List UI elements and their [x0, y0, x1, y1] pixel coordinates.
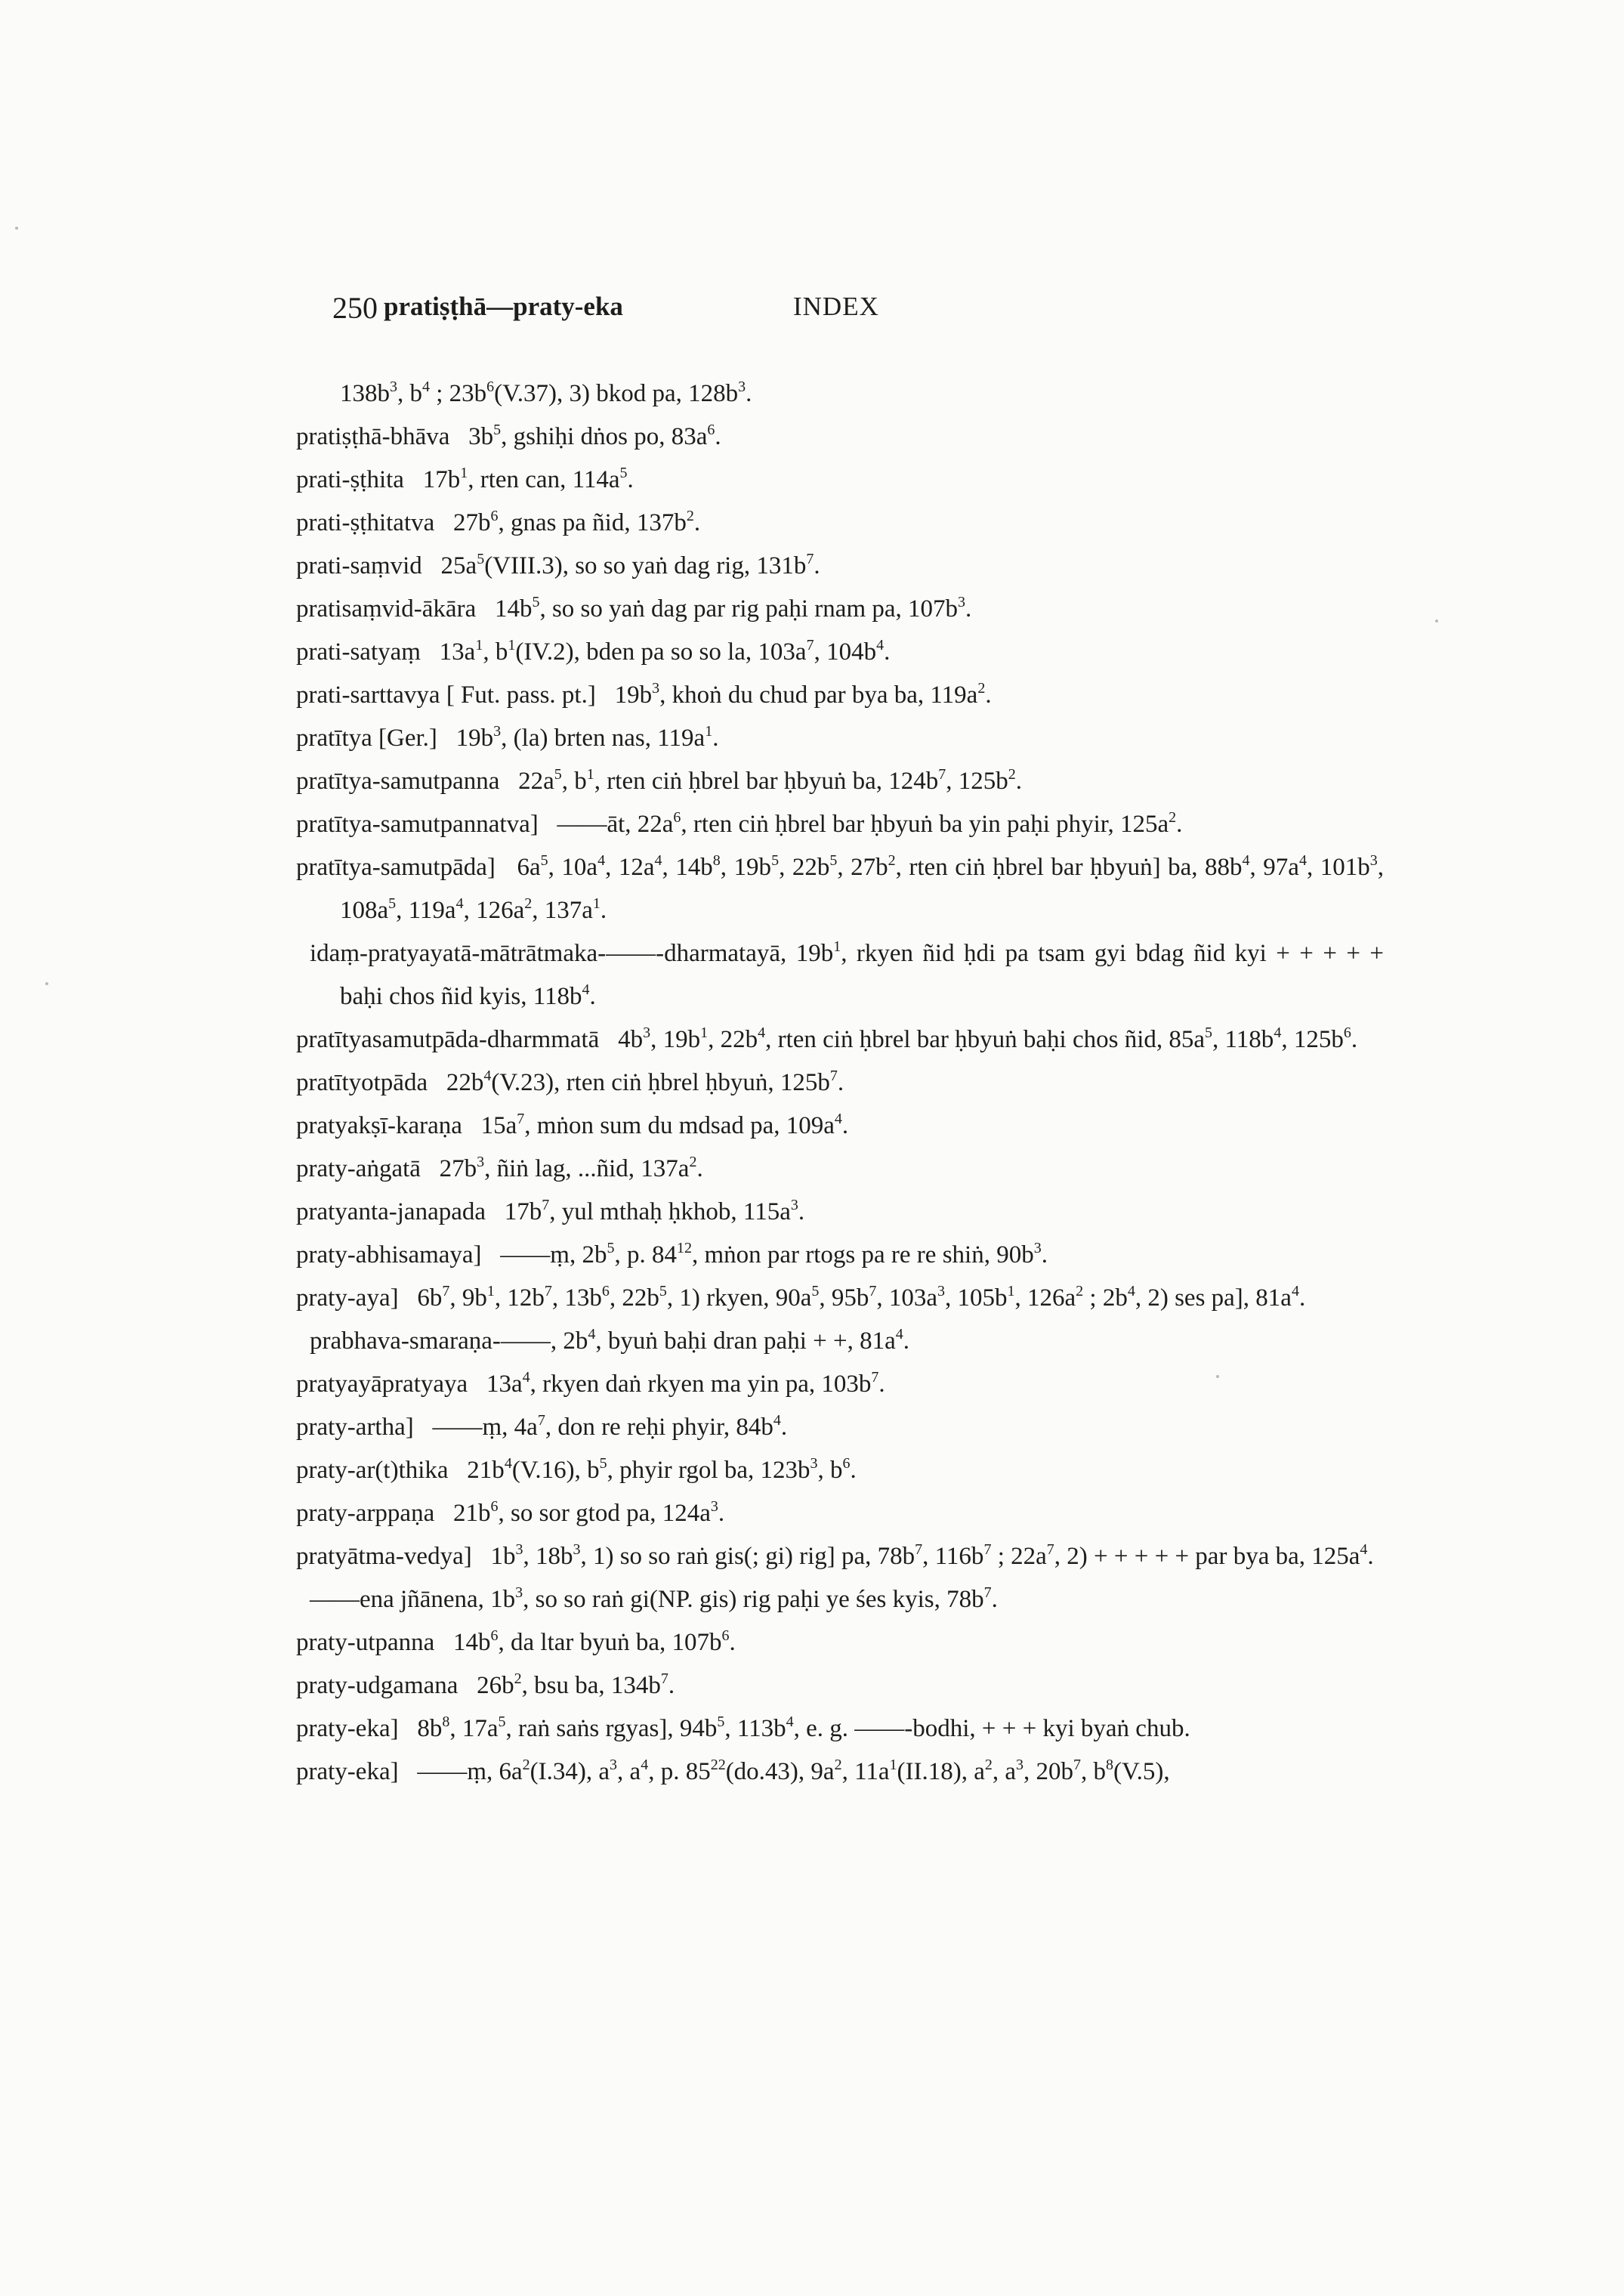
index-entry: prati-ṣṭhita $17b^1$, rten can, $114a^5$.: [296, 465, 634, 493]
index-entry: pratisaṃvid-ākāra $14b^5$, so so yaṅ dag par rig paḥi rnam pa, $107b^3$.: [296, 594, 972, 623]
index-entry: pratītya-samutpanna $22a^5$, $b^1$, rten ciṅ ḥbrel bar ḥbyuṅ ba, $124b^7$, $125b^2$.: [296, 766, 1023, 795]
page-header: [332, 290, 1390, 335]
index-entry: praty-aṅgatā $27b^3$, ñiṅ lag, ...ñid, $137a^2$.: [296, 1154, 703, 1182]
index-entry: praty-artha] ——ṃ, $4a^7$, don re reḥi phyir, $84b^4$.: [296, 1412, 788, 1441]
index-entry: $138b^3$, $b^4$ ; $23b^6(V.37)$, 3) bkod pa, $128b^3$.: [340, 379, 752, 407]
scan-speck: [1435, 620, 1438, 623]
index-entry: praty-ar(t)thika $21b^4(V.16)$, $b^5$, phyir rgol ba, $123b^3$, $b^6$.: [296, 1455, 857, 1484]
scan-speck: [45, 982, 48, 985]
index-entry: pratyanta-janapada $17b^7$, yul mthaḥ ḥkhob, $115a^3$.: [296, 1197, 805, 1225]
index-entries: [296, 372, 1384, 1794]
index-entry: pratyātma-vedya] $1b^3$, $18b^3$, 1) so so raṅ gis(; gi) rig] pa, $78b^7$, $116b^7$ ; $22a^7$, 2) + + + + + par bya ba, $125a^4$.: [296, 1541, 1374, 1570]
index-entry: praty-udgamana $26b^2$, bsu ba, $134b^7$.: [296, 1670, 675, 1699]
index-entry: pratyakṣī-karaṇa $15a^7$, mṅon sum du mdsad pa, $109a^4$.: [296, 1111, 849, 1139]
index-entry: idaṃ-pratyayatā-mātrātmaka-——-dharmatayā, $19b^1$, rkyen ñid ḥdi pa tsam gyi bdag ñid kyi + + + + + baḥi chos ñid kyis, $118b^4$.: [310, 938, 1384, 1010]
scan-speck: [15, 227, 18, 230]
index-entry: pratītya [Ger.] $19b^3$, (la) brten nas, $119a^1$.: [296, 723, 719, 752]
scan-speck: [1216, 1375, 1219, 1378]
index-entry: pratītya-samutpāda] $6a^5$, $10a^4$, $12a^4$, $14b^8$, $19b^5$, $22b^5$, $27b^2$, rten ciṅ ḥbrel bar ḥbyuṅ] ba, $88b^4$, $97a^4$, $101b^3$, $108a^5$, $119a^4$, $126a^2$, $137a^1$.: [296, 852, 1384, 924]
index-entry: pratītyasamutpāda-dharmmatā $4b^3$, $19b^1$, $22b^4$, rten ciṅ ḥbrel bar ḥbyuṅ baḥi chos ñid, $85a^5$, $118b^4$, $125b^6$.: [296, 1024, 1358, 1053]
index-entry: prati-sarttavya [ Fut. pass. pt.] $19b^3$, khoṅ du chud par bya ba, $119a^2$.: [296, 680, 992, 709]
index-entry: praty-aya] $6b^7$, $9b^1$, $12b^7$, $13b^6$, $22b^5$, 1) rkyen, $90a^5$, $95b^7$, $103a^3$, $105b^1$, $126a^2$ ; $2b^4$, 2) ses pa], $81a^4$.: [296, 1283, 1306, 1312]
index-entry: prati-ṣṭhitatva $27b^6$, gnas pa ñid, $137b^2$.: [296, 508, 701, 536]
running-title: pratiṣṭhā—praty-eka: [384, 292, 623, 321]
page-number: 250: [332, 291, 378, 325]
index-entry: praty-utpanna $14b^6$, da ltar byuṅ ba, $107b^6$.: [296, 1627, 736, 1656]
index-entry: pratītya-samutpannatva] ——āt, $22a^6$, rten ciṅ ḥbrel bar ḥbyuṅ ba yin paḥi phyir, $125a^2$.: [296, 809, 1183, 838]
index-entry: pratiṣṭhā-bhāva $3b^5$, gshiḥi dṅos po, $83a^6$.: [296, 422, 721, 450]
index-entry: pratyayāpratyaya $13a^4$, rkyen daṅ rkyen ma yin pa, $103b^7$.: [296, 1369, 885, 1398]
index-entry: ——ena jñānena, $1b^3$, so so raṅ gi(NP. gis) rig paḥi ye śes kyis, $78b^7$.: [310, 1584, 998, 1613]
index-entry: prabhava-smaraṇa-——, $2b^4$, byuṅ baḥi dran paḥi + +, $81a^4$.: [310, 1326, 909, 1355]
section-label: INDEX: [793, 292, 879, 321]
index-entry: pratītyotpāda $22b^4(V.23)$, rten ciṅ ḥbrel ḥbyuṅ, $125b^7$.: [296, 1068, 844, 1096]
index-entry: praty-abhisamaya] ——ṃ, $2b^5$, p. $84^{12}$, mṅon par rtogs pa re re shiṅ, $90b^3$.: [296, 1240, 1048, 1269]
index-entry: prati-saṃvid $25a^5(VIII.3)$, so so yaṅ dag rig, $131b^7$.: [296, 551, 820, 579]
index-entry: praty-arppaṇa $21b^6$, so sor gtod pa, $124a^3$.: [296, 1498, 725, 1527]
index-entry: prati-satyaṃ $13a^1$, $b^1(IV.2)$, bden pa so so la, $103a^7$, $104b^4$.: [296, 637, 891, 666]
index-entry: praty-eka] ——ṃ, $6a^2(I.34)$, $a^3$, $a^4$, p. $85^{22}(do.43)$, $9a^2$, $11a^1(II.18)$, $a^2$, $a^3$, $20b^7$, $b^8(V.5)$,: [296, 1757, 1170, 1785]
index-entry: praty-eka] $8b^8$, $17a^5$, raṅ saṅs rgyas], $94b^5$, $113b^4$, e. g. ——-bodhi, + + + kyi byaṅ chub.: [296, 1714, 1190, 1742]
